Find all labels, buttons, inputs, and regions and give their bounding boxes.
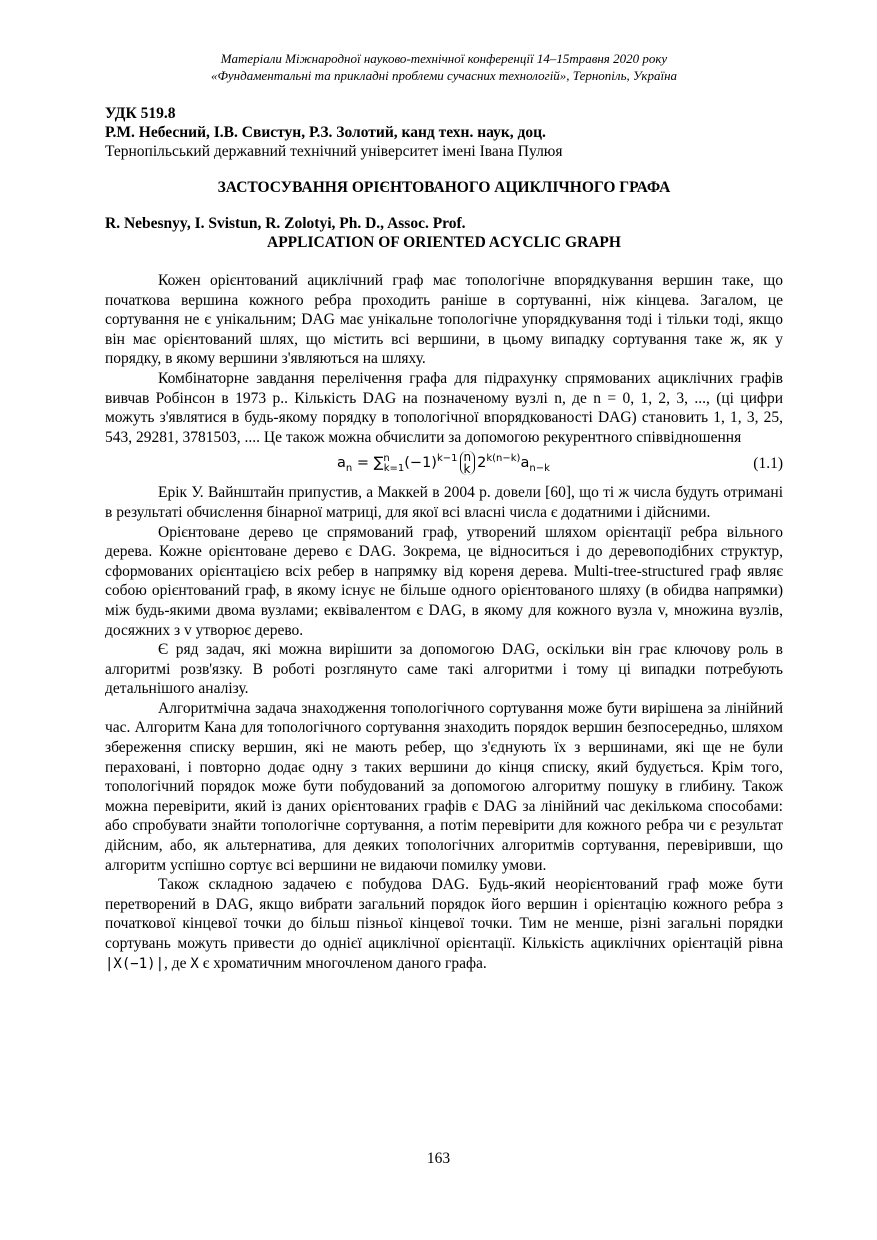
header-line-2: «Фундаментальні та прикладні проблеми сучасних технологій», Тернопіль, Україна (210, 68, 678, 83)
paragraph-5: Є ряд задач, які можна вирішити за допомогою DAG, оскільки він грає ключову роль в алгоритмі розв'язку. В роботі розглянуто саме такі алгоритми і тому ці випадки потребують детальнішого аналізу. (105, 641, 783, 698)
paragraph-7-text-before: Також складною задачею є побудова DAG. Будь-який неорієнтований граф може бути перетворений в DAG, якщо вибрати загальний порядок його вершин і орієнтацію кожного ребра з початкової кінцевої точки до більш пізньої кінцевої точки. Тим не менше, різні загальні порядки сортувань можуть привести до однієї ациклічної орієнтації. Кількість ациклічних орієнтацій рівна (105, 876, 783, 952)
page-number: 163 (426, 1150, 451, 1167)
formula-term-3-sub: n−k (529, 463, 550, 475)
paper-page (105, 50, 783, 974)
affiliation: Тернопільський державний технічний університет імені Івана Пулюя (105, 143, 563, 160)
authors-en: R. Nebesnyy, I. Svistun, R. Zolotyi, Ph. D., Assoc. Prof. (105, 215, 466, 232)
formula-term-1: (−1) (404, 455, 437, 472)
formula-number: (1.1) (753, 455, 783, 473)
formula-lhs: a (337, 455, 346, 472)
formula-sum-sup: n (383, 453, 390, 465)
udk-code: УДК 519.8 (105, 105, 176, 122)
paragraph-2: Комбінаторне завдання перелічення графа для підрахунку спрямованих ациклічних графів вивчав Робінсон в 1973 р.. Кількість DAG на позначеному вузлі n, де n = 0, 1, 2, 3, ..., (ці цифри можуть з'являтися в будь-якому порядку в топологічної впорядкованості DAG) становить 1, 1, 3, 25, 543, 29281, 3781503, .... Це також можна обчислити за допомогою рекурентного співвідношення (105, 369, 783, 446)
binomial-bottom: k (463, 462, 471, 477)
chromatic-symbol: X (190, 955, 199, 972)
header-line-1: Матеріали Міжнародної науково-технічної конференції 14–15травня 2020 року (220, 51, 668, 66)
authors-ua: Р.М. Небесний, І.В. Свистун, Р.З. Золотий, канд техн. наук, доц. (105, 124, 546, 141)
formula-1-1 (105, 447, 783, 483)
formula-term-3: a (520, 455, 530, 472)
formula-term-2: 2 (477, 455, 487, 472)
formula-sum-sign: = ∑ (352, 455, 384, 472)
formula-lhs-sub: n (345, 463, 353, 475)
formula-expression (337, 451, 550, 475)
paragraph-4: Орієнтоване дерево це спрямований граф, утворений шляхом орієнтації ребра вільного дерева. Кожне орієнтоване дерево є DAG. Зокрема, це відноситься і до деревоподібних структур, сформованих орієнтацією всіх ребер в напрямку від кореня дерева. Multi-tree-structured граф являє собою орієнтований граф, в якому існує не більше одного орієнтованого шляху (в обидва напрямки) між будь-якими двома вузлами; еквівалентом є DAG, в якому для кожного вузла v, множина вузлів, досяжних з v утворює дерево. (105, 523, 783, 639)
paragraph-7-text-middle: , де (164, 954, 187, 972)
title-ua: ЗАСТОСУВАННЯ ОРІЄНТОВАНОГО АЦИКЛІЧНОГО ГРАФА (217, 179, 671, 196)
formula-sum-sub: k=1 (383, 463, 405, 475)
title-en: APPLICATION OF ORIENTED ACYCLIC GRAPH (267, 234, 621, 251)
body-text (105, 271, 783, 974)
paragraph-7 (105, 875, 783, 974)
chromatic-expression: |X(−1)| (105, 955, 165, 972)
formula-term-1-sup: k−1 (436, 453, 458, 465)
binomial-top: n (463, 450, 472, 465)
paragraph-1: Кожен орієнтований ациклічний граф має топологічне впорядкування вершин таке, що початкова вершина кожного ребра проходить раніше в сортуванні, ніж кінцева. Загалом, це сортування не є унікальним; DAG має унікальне топологічне упорядкування тоді і тільки тоді, якщо він має орієнтований шлях, що містить всі вершини, в цьому випадку сортування таке ж, як у порядку, в якому вершини з'являються на шляху. (105, 272, 783, 368)
paragraph-7-text-after: є хроматичним многочленом даного графа. (202, 954, 487, 972)
formula-binomial (460, 451, 476, 475)
paragraph-6: Алгоритмічна задача знаходження топологічного сортування може бути вирішена за лінійний час. Алгоритм Кана для топологічного сортування знаходить порядок вершин безпосередньо, шляхом збереження списку вершин, які не мають ребер, що з'єднують їх з вершинами, які ще не були пераховані, і повторно додає одну з таких вершини до кінця списку, який будується. Крім того, топологічний порядок може бути побудований за допомогою алгоритму пошуку в глибину. Також можна перевірити, який із даних орієнтованих графів є DAG за лінійний час декількома способами: або спробувати знайти топологічне сортування, а потім перевірити для кожного ребра чи є результат дійсним, або, як альтернатива, для деяких топологічних алгоритмів сортування, перевіривши, що алгоритм успішно сортує всі вершини не видаючи помилку умови. (105, 699, 783, 874)
conference-header (105, 50, 783, 84)
formula-term-2-sup: k(n−k) (486, 453, 521, 465)
paragraph-3: Ерік У. Вайнштайн припустив, а Маккей в 2004 р. довели [60], що ті ж числа будуть отримані в результаті обчислення бінарної матриці, для якої всі власні числа є додатними і дійсними. (105, 484, 783, 521)
